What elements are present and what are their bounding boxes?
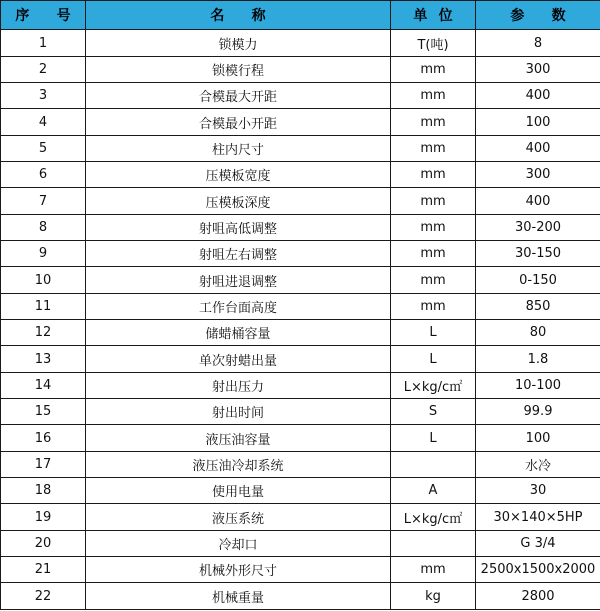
cell-name: 射咀左右调整 (86, 241, 391, 267)
cell-no: 3 (1, 83, 86, 109)
cell-no: 14 (1, 373, 86, 399)
cell-value: 850 (476, 294, 600, 320)
table-row (1, 241, 600, 267)
cell-name: 射出压力 (86, 373, 391, 399)
table-row (1, 425, 600, 452)
cell-unit: kg (391, 583, 476, 610)
cell-value: 80 (476, 320, 600, 346)
cell-value: 1.8 (476, 346, 600, 373)
cell-unit: mm (391, 162, 476, 188)
table-row (1, 583, 600, 610)
cell-no: 7 (1, 188, 86, 215)
cell-unit: S (391, 399, 476, 425)
cell-value: 8 (476, 30, 600, 57)
cell-name: 液压油容量 (86, 425, 391, 452)
cell-no: 20 (1, 531, 86, 557)
cell-value: 水冷 (476, 452, 600, 478)
cell-unit: mm (391, 83, 476, 109)
cell-unit: mm (391, 241, 476, 267)
table-row (1, 83, 600, 109)
cell-unit: mm (391, 294, 476, 320)
cell-unit: mm (391, 267, 476, 294)
table-row (1, 399, 600, 425)
cell-no: 11 (1, 294, 86, 320)
cell-value: 100 (476, 109, 600, 136)
cell-name: 液压系统 (86, 504, 391, 531)
cell-unit: L (391, 320, 476, 346)
table-row (1, 504, 600, 531)
table-row (1, 452, 600, 478)
table-row (1, 136, 600, 162)
table-body (1, 30, 600, 610)
cell-no: 10 (1, 267, 86, 294)
table-row (1, 215, 600, 241)
cell-no: 19 (1, 504, 86, 531)
cell-no: 13 (1, 346, 86, 373)
cell-unit: L×kg/c㎡ (391, 504, 476, 531)
cell-unit: mm (391, 188, 476, 215)
cell-value: 0-150 (476, 267, 600, 294)
cell-value: 30-200 (476, 215, 600, 241)
cell-no: 8 (1, 215, 86, 241)
cell-name: 压模板宽度 (86, 162, 391, 188)
header-no: 序 号 (1, 1, 86, 30)
cell-no: 12 (1, 320, 86, 346)
cell-value: G 3/4 (476, 531, 600, 557)
header-value: 参 数 (476, 1, 600, 30)
cell-no: 1 (1, 30, 86, 57)
table-header (1, 1, 600, 30)
cell-value: 30×140×5HP (476, 504, 600, 531)
cell-unit: mm (391, 215, 476, 241)
cell-value: 2800 (476, 583, 600, 610)
cell-value: 300 (476, 57, 600, 83)
cell-name: 锁模行程 (86, 57, 391, 83)
cell-no: 5 (1, 136, 86, 162)
cell-unit: mm (391, 557, 476, 583)
cell-value: 99.9 (476, 399, 600, 425)
cell-value: 30 (476, 478, 600, 504)
table-row (1, 320, 600, 346)
table-row (1, 162, 600, 188)
cell-name: 射咀进退调整 (86, 267, 391, 294)
table-row (1, 557, 600, 583)
cell-no: 18 (1, 478, 86, 504)
cell-value: 300 (476, 162, 600, 188)
cell-no: 9 (1, 241, 86, 267)
cell-value: 30-150 (476, 241, 600, 267)
cell-no: 2 (1, 57, 86, 83)
cell-no: 4 (1, 109, 86, 136)
cell-no: 22 (1, 583, 86, 610)
cell-name: 压模板深度 (86, 188, 391, 215)
cell-no: 15 (1, 399, 86, 425)
cell-unit: mm (391, 109, 476, 136)
cell-no: 16 (1, 425, 86, 452)
cell-value: 400 (476, 83, 600, 109)
cell-name: 机械外形尺寸 (86, 557, 391, 583)
cell-unit: A (391, 478, 476, 504)
cell-value: 400 (476, 188, 600, 215)
cell-name: 射出时间 (86, 399, 391, 425)
cell-name: 柱内尺寸 (86, 136, 391, 162)
cell-name: 合模最小开距 (86, 109, 391, 136)
cell-name: 冷却口 (86, 531, 391, 557)
cell-unit: L (391, 346, 476, 373)
cell-unit: T(吨) (391, 30, 476, 57)
cell-name: 液压油冷却系统 (86, 452, 391, 478)
cell-value: 400 (476, 136, 600, 162)
cell-name: 合模最大开距 (86, 83, 391, 109)
cell-name: 单次射蜡出量 (86, 346, 391, 373)
cell-unit: mm (391, 57, 476, 83)
cell-unit: L×kg/c㎡ (391, 373, 476, 399)
table-row (1, 57, 600, 83)
cell-no: 6 (1, 162, 86, 188)
table-row (1, 30, 600, 57)
cell-no: 21 (1, 557, 86, 583)
cell-value: 10-100 (476, 373, 600, 399)
header-name: 名 称 (86, 1, 391, 30)
cell-value: 100 (476, 425, 600, 452)
cell-unit (391, 452, 476, 478)
header-row (1, 1, 600, 30)
header-unit: 单位 (391, 1, 476, 30)
table-row (1, 188, 600, 215)
cell-name: 锁模力 (86, 30, 391, 57)
cell-value: 2500x1500x2000 (476, 557, 600, 583)
cell-name: 使用电量 (86, 478, 391, 504)
table-row (1, 109, 600, 136)
cell-unit: mm (391, 136, 476, 162)
cell-name: 机械重量 (86, 583, 391, 610)
table-row (1, 478, 600, 504)
table-row (1, 346, 600, 373)
table-row (1, 531, 600, 557)
cell-no: 17 (1, 452, 86, 478)
cell-name: 工作台面高度 (86, 294, 391, 320)
cell-name: 储蜡桶容量 (86, 320, 391, 346)
cell-name: 射咀高低调整 (86, 215, 391, 241)
table-row (1, 294, 600, 320)
cell-unit (391, 531, 476, 557)
cell-unit: L (391, 425, 476, 452)
table-row (1, 267, 600, 294)
table-row (1, 373, 600, 399)
